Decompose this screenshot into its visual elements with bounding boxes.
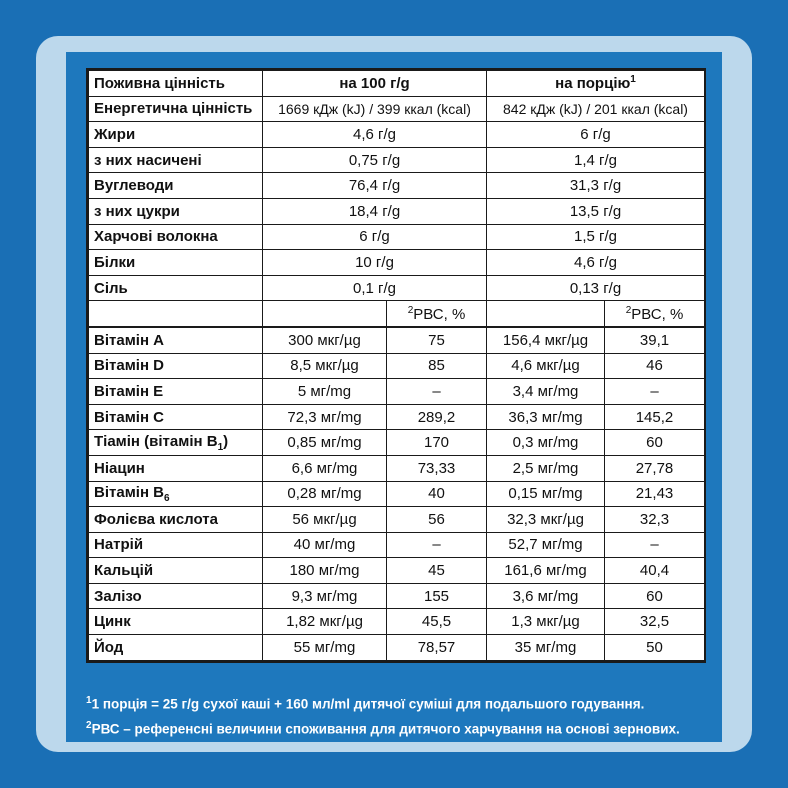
vitamin-per-portion: 2,5 мг/mg <box>487 455 605 481</box>
vitamin-label <box>89 353 263 379</box>
vitamin-rvs-100: 78,57 <box>387 635 487 661</box>
footnote-1 <box>86 690 726 715</box>
vitamin-rvs-100: 155 <box>387 583 487 609</box>
vitamin-label <box>89 327 263 353</box>
rvs-header-per-100 <box>387 301 487 327</box>
vitamin-rvs-portion: 32,5 <box>605 609 705 635</box>
vitamin-label-text: Вітамін А <box>94 331 165 349</box>
header-per-portion-text: на порцію <box>555 75 631 93</box>
macro-per-portion: 31,3 г/g <box>487 173 705 199</box>
rvs-header-empty-1 <box>89 301 263 327</box>
vitamin-rvs-100: 45,5 <box>387 609 487 635</box>
vitamin-per-100: 0,85 мг/mg <box>263 430 387 456</box>
macro-label: з них насичені <box>89 147 263 173</box>
vitamin-rvs-100: – <box>387 379 487 405</box>
vitamin-label-text: Вітамін Е <box>94 382 164 400</box>
macro-label: Жири <box>89 122 263 148</box>
vitamin-rvs-portion: 60 <box>605 583 705 609</box>
vitamin-rvs-100: 56 <box>387 507 487 533</box>
vitamin-rvs-portion: – <box>605 532 705 558</box>
vitamin-per-portion: 52,7 мг/mg <box>487 532 605 558</box>
macro-row <box>89 147 705 173</box>
vitamin-rvs-portion: 32,3 <box>605 507 705 533</box>
vitamin-row <box>89 635 705 661</box>
nutrition-table <box>88 70 705 661</box>
rvs-header-text: РВС, % <box>413 305 466 323</box>
vitamin-per-portion: 4,6 мкг/µg <box>487 353 605 379</box>
table-header-row <box>89 71 705 97</box>
vitamin-label-text: Натрій <box>94 536 144 554</box>
vitamin-label-text: Вітамін С <box>94 408 165 426</box>
vitamin-per-portion: 3,6 мг/mg <box>487 583 605 609</box>
vitamin-per-portion: 1,3 мкг/µg <box>487 609 605 635</box>
vitamin-row <box>89 455 705 481</box>
vitamin-row <box>89 583 705 609</box>
vitamin-label-text: Вітамін D <box>94 357 165 375</box>
vitamin-label-text: Тіамін (вітамін В <box>94 432 218 450</box>
vitamin-rvs-portion: 39,1 <box>605 327 705 353</box>
vitamin-label-sub: 6 <box>164 492 170 504</box>
vitamin-per-100: 0,28 мг/mg <box>263 481 387 507</box>
vitamin-per-portion: 32,3 мкг/µg <box>487 507 605 533</box>
footnote-1-sup: 1 <box>86 695 92 706</box>
macro-per-100: 4,6 г/g <box>263 122 487 148</box>
rvs-header-sup: 2 <box>407 304 414 316</box>
footnote-2 <box>86 715 726 740</box>
rvs-header-empty-2 <box>263 301 387 327</box>
vitamin-per-100: 8,5 мкг/µg <box>263 353 387 379</box>
vitamin-rvs-100: 85 <box>387 353 487 379</box>
vitamin-row <box>89 404 705 430</box>
vitamin-row <box>89 327 705 353</box>
energy-row <box>89 96 705 122</box>
header-nutrient: Поживна цінність <box>89 71 263 97</box>
vitamin-label-sub: 1 <box>217 441 224 453</box>
vitamin-rvs-portion: – <box>605 379 705 405</box>
vitamin-label <box>89 379 263 405</box>
vitamin-row <box>89 379 705 405</box>
macro-per-100: 6 г/g <box>263 224 487 250</box>
macro-label: Вуглеводи <box>89 173 263 199</box>
vitamin-label-text: Фолієва кислота <box>94 510 218 528</box>
vitamin-rvs-portion: 50 <box>605 635 705 661</box>
macro-label: Сіль <box>89 275 263 301</box>
macro-row <box>89 275 705 301</box>
vitamin-per-100: 300 мкг/µg <box>263 327 387 353</box>
rvs-header-row <box>89 301 705 327</box>
vitamin-row <box>89 507 705 533</box>
vitamin-rvs-portion: 145,2 <box>605 404 705 430</box>
vitamin-label-end: ) <box>223 432 229 450</box>
vitamin-label-text: Цинк <box>94 613 131 631</box>
footnote-2-sup: 2 <box>86 719 92 731</box>
vitamin-rvs-100: 75 <box>387 327 487 353</box>
vitamin-rvs-portion: 27,78 <box>605 455 705 481</box>
header-per-portion-sup: 1 <box>630 74 636 86</box>
macro-label: Харчові волокна <box>89 224 263 250</box>
vitamin-per-100: 40 мг/mg <box>263 532 387 558</box>
vitamin-label <box>89 404 263 430</box>
macro-per-portion: 6 г/g <box>487 122 705 148</box>
macro-row <box>89 122 705 148</box>
vitamin-per-portion: 161,6 мг/mg <box>487 558 605 584</box>
rvs-header-empty-3 <box>487 301 605 327</box>
vitamin-label <box>89 532 263 558</box>
macro-row <box>89 198 705 224</box>
vitamin-per-portion: 3,4 мг/mg <box>487 379 605 405</box>
vitamin-rvs-100: 45 <box>387 558 487 584</box>
vitamin-per-100: 180 мг/mg <box>263 558 387 584</box>
vitamin-rvs-100: 73,33 <box>387 455 487 481</box>
macro-per-100: 0,75 г/g <box>263 147 487 173</box>
vitamin-label <box>89 583 263 609</box>
vitamin-label-text: Кальцій <box>94 562 154 580</box>
vitamin-row <box>89 353 705 379</box>
footnote-1-text: 1 порція = 25 г/g сухої каші + 160 мл/ml дитячої суміші для подальшого годування. <box>91 696 645 712</box>
macro-row <box>89 224 705 250</box>
nutrition-table-container <box>86 68 706 663</box>
vitamin-per-100: 6,6 мг/mg <box>263 455 387 481</box>
vitamin-per-portion: 156,4 мкг/µg <box>487 327 605 353</box>
vitamin-per-100: 72,3 мг/mg <box>263 404 387 430</box>
vitamin-label <box>89 481 263 507</box>
vitamin-per-100: 5 мг/mg <box>263 379 387 405</box>
macro-per-100: 0,1 г/g <box>263 275 487 301</box>
vitamin-rvs-100: – <box>387 532 487 558</box>
macro-label: Білки <box>89 250 263 276</box>
vitamin-row <box>89 609 705 635</box>
vitamin-label-text: Йод <box>94 638 124 656</box>
vitamin-rvs-portion: 21,43 <box>605 481 705 507</box>
rvs-header-sup: 2 <box>625 304 632 316</box>
footnote-2-text: РВС – референсні величини споживання для дитячого харчування на основі зернових. <box>91 721 680 736</box>
macro-per-100: 18,4 г/g <box>263 198 487 224</box>
vitamin-label <box>89 430 263 456</box>
vitamin-rvs-100: 170 <box>387 430 487 456</box>
energy-per-100: 1669 кДж (kJ) / 399 ккал (kcal) <box>263 96 487 122</box>
vitamin-per-portion: 35 мг/mg <box>487 635 605 661</box>
macro-per-100: 76,4 г/g <box>263 173 487 199</box>
vitamin-label <box>89 558 263 584</box>
vitamin-row <box>89 558 705 584</box>
rvs-header-per-portion <box>605 301 705 327</box>
macro-per-portion: 1,5 г/g <box>487 224 705 250</box>
vitamin-label <box>89 507 263 533</box>
energy-per-portion: 842 кДж (kJ) / 201 ккал (kcal) <box>487 96 705 122</box>
vitamin-row <box>89 430 705 456</box>
macro-row <box>89 173 705 199</box>
vitamin-row <box>89 532 705 558</box>
header-per-portion <box>487 71 705 97</box>
vitamin-per-100: 1,82 мкг/µg <box>263 609 387 635</box>
macro-per-100: 10 г/g <box>263 250 487 276</box>
vitamin-per-100: 56 мкг/µg <box>263 507 387 533</box>
vitamin-rvs-portion: 40,4 <box>605 558 705 584</box>
vitamin-label <box>89 609 263 635</box>
macro-per-portion: 13,5 г/g <box>487 198 705 224</box>
macro-row <box>89 250 705 276</box>
vitamin-per-portion: 36,3 мг/mg <box>487 404 605 430</box>
vitamin-row <box>89 481 705 507</box>
vitamin-rvs-100: 40 <box>387 481 487 507</box>
macro-per-portion: 4,6 г/g <box>487 250 705 276</box>
macro-per-portion: 0,13 г/g <box>487 275 705 301</box>
vitamin-label-text: Залізо <box>94 587 142 605</box>
vitamin-per-100: 55 мг/mg <box>263 635 387 661</box>
vitamin-label-text: Вітамін В <box>94 483 165 501</box>
vitamin-per-portion: 0,15 мг/mg <box>487 481 605 507</box>
macro-label: з них цукри <box>89 198 263 224</box>
vitamin-rvs-100: 289,2 <box>387 404 487 430</box>
header-per-100: на 100 г/g <box>263 71 487 97</box>
vitamin-label <box>89 635 263 661</box>
vitamin-per-100: 9,3 мг/mg <box>263 583 387 609</box>
vitamin-rvs-portion: 46 <box>605 353 705 379</box>
vitamin-rvs-portion: 60 <box>605 430 705 456</box>
vitamin-label <box>89 455 263 481</box>
footnotes <box>86 690 726 739</box>
rvs-header-text: РВС, % <box>631 305 684 323</box>
vitamin-label-text: Ніацин <box>94 459 145 477</box>
energy-label: Енергетична цінність <box>89 96 263 122</box>
macro-per-portion: 1,4 г/g <box>487 147 705 173</box>
vitamin-per-portion: 0,3 мг/mg <box>487 430 605 456</box>
